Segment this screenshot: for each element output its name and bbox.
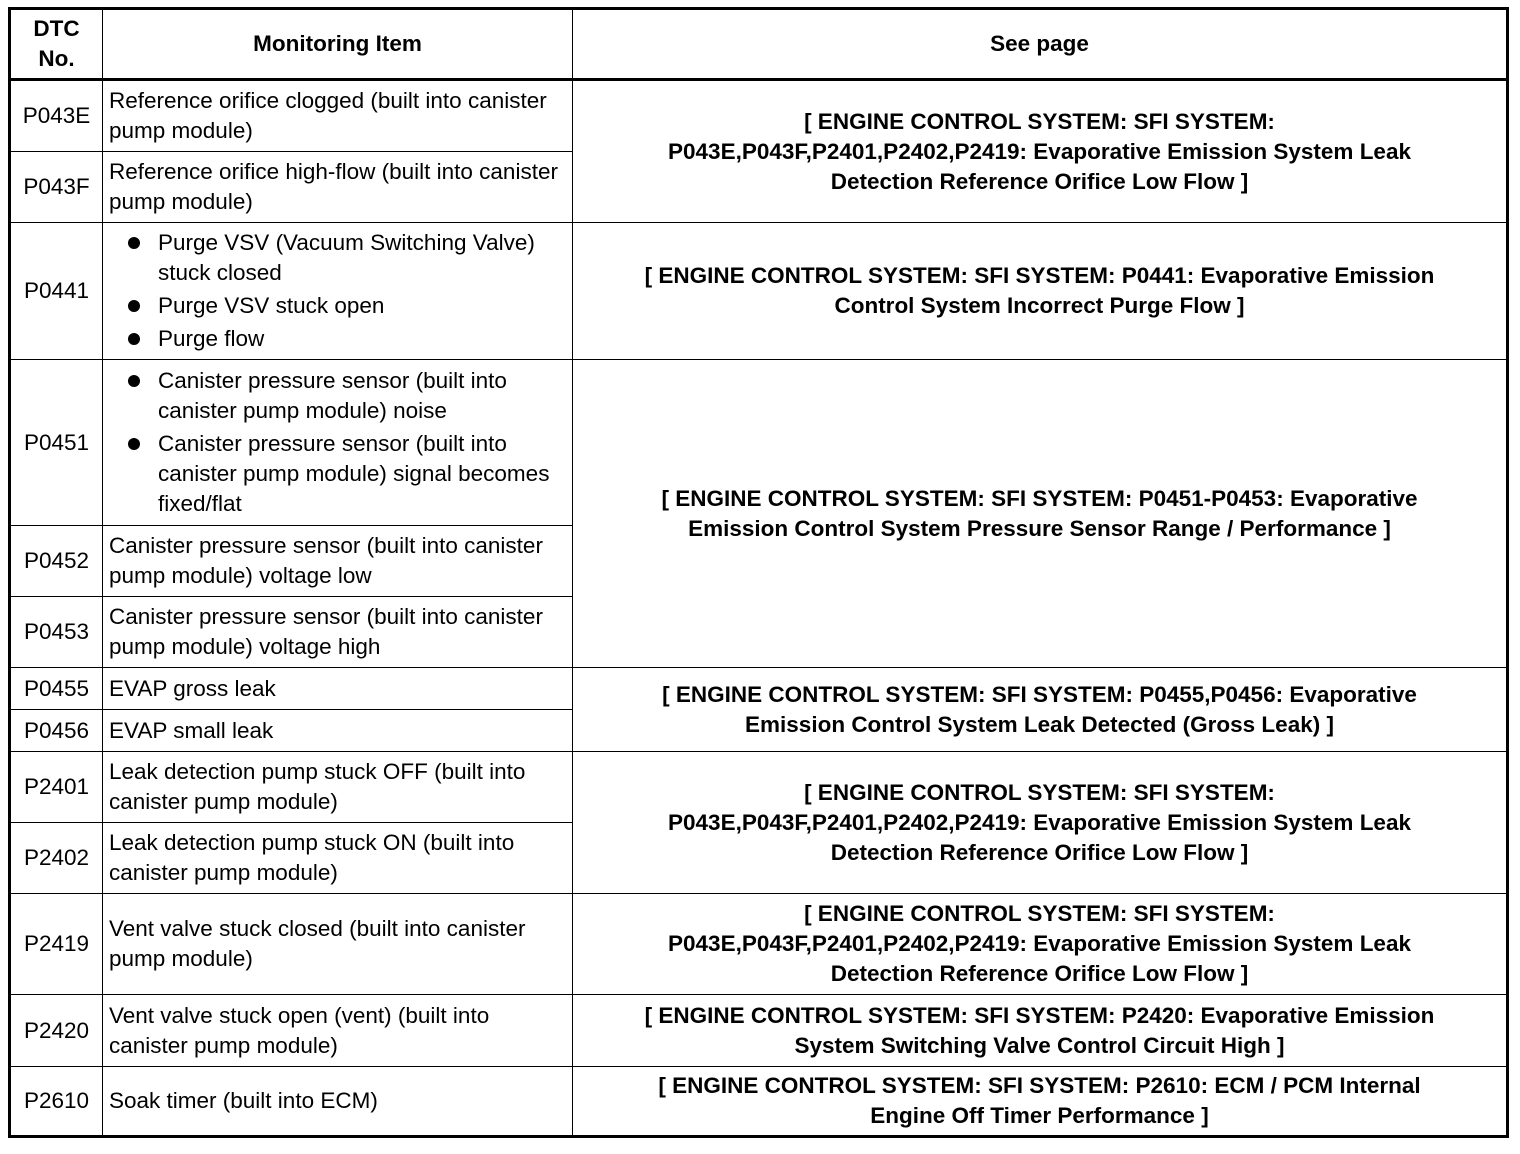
bullet-dot-icon: [128, 438, 140, 450]
dtc-code: P043E: [10, 80, 103, 152]
bullet-dot-icon: [128, 375, 140, 387]
monitoring-item: Leak detection pump stuck ON (built into canister pump module): [103, 823, 573, 894]
table-row: [10, 223, 1508, 360]
see-page-cell: [ ENGINE CONTROL SYSTEM: SFI SYSTEM: P2610: ECM / PCM Internal Engine Off Timer Performance ]: [573, 1067, 1508, 1137]
table-row: [10, 995, 1508, 1067]
see-page-cell: [ ENGINE CONTROL SYSTEM: SFI SYSTEM: P043E,P043F,P2401,P2402,P2419: Evaporative Emission System Leak Detection Reference Orifice Low Flow ]: [573, 894, 1508, 995]
list-item: Canister pressure sensor (built into canister pump module) signal becomes fixed/flat: [109, 429, 568, 519]
bullet-dot-icon: [128, 237, 140, 249]
dtc-code: P2420: [10, 995, 103, 1067]
dtc-code: P0453: [10, 597, 103, 668]
header-monitoring-item: Monitoring Item: [103, 9, 573, 80]
list-item: Purge VSV (Vacuum Switching Valve) stuck closed: [109, 228, 568, 288]
dtc-code: P0441: [10, 223, 103, 360]
monitoring-item: Leak detection pump stuck OFF (built into canister pump module): [103, 752, 573, 823]
dtc-table: [8, 7, 1509, 1138]
header-dtc-no: DTC No.: [10, 9, 103, 80]
table-row: [10, 894, 1508, 995]
see-page-cell: [ ENGINE CONTROL SYSTEM: SFI SYSTEM: P0455,P0456: Evaporative Emission Control System Leak Detected (Gross Leak) ]: [573, 668, 1508, 752]
dtc-code: P2610: [10, 1067, 103, 1137]
list-item: Canister pressure sensor (built into canister pump module) noise: [109, 366, 568, 426]
monitoring-item: Reference orifice clogged (built into canister pump module): [103, 80, 573, 152]
monitoring-item: Reference orifice high-flow (built into canister pump module): [103, 152, 573, 223]
monitoring-item: Vent valve stuck closed (built into canister pump module): [103, 894, 573, 995]
monitoring-item: Canister pressure sensor (built into canister pump module) voltage high: [103, 597, 573, 668]
dtc-code: P2401: [10, 752, 103, 823]
monitoring-item: [103, 360, 573, 526]
monitoring-item: [103, 223, 573, 360]
bullet-list: [109, 366, 568, 519]
table-row: [10, 80, 1508, 152]
bullet-dot-icon: [128, 333, 140, 345]
see-page-cell: [ ENGINE CONTROL SYSTEM: SFI SYSTEM: P043E,P043F,P2401,P2402,P2419: Evaporative Emission System Leak Detection Reference Orifice Low Flow ]: [573, 752, 1508, 894]
monitoring-item: Vent valve stuck open (vent) (built into canister pump module): [103, 995, 573, 1067]
bullet-list: [109, 228, 568, 354]
header-see-page: See page: [573, 9, 1508, 80]
table-row: [10, 668, 1508, 710]
dtc-code: P0452: [10, 526, 103, 597]
see-page-cell: [ ENGINE CONTROL SYSTEM: SFI SYSTEM: P0451-P0453: Evaporative Emission Control System Pressure Sensor Range / Performance ]: [573, 360, 1508, 668]
see-page-cell: [ ENGINE CONTROL SYSTEM: SFI SYSTEM: P043E,P043F,P2401,P2402,P2419: Evaporative Emission System Leak Detection Reference Orifice Low Flow ]: [573, 80, 1508, 223]
dtc-code: P0451: [10, 360, 103, 526]
dtc-code: P0455: [10, 668, 103, 710]
table-row: [10, 1067, 1508, 1137]
header-row: [10, 9, 1508, 80]
list-item: Purge VSV stuck open: [109, 291, 568, 321]
see-page-cell: [ ENGINE CONTROL SYSTEM: SFI SYSTEM: P0441: Evaporative Emission Control System Incorrect Purge Flow ]: [573, 223, 1508, 360]
monitoring-item: EVAP gross leak: [103, 668, 573, 710]
monitoring-item: Soak timer (built into ECM): [103, 1067, 573, 1137]
monitoring-item: EVAP small leak: [103, 710, 573, 752]
dtc-code: P043F: [10, 152, 103, 223]
dtc-code: P0456: [10, 710, 103, 752]
table-row: [10, 752, 1508, 823]
dtc-code: P2402: [10, 823, 103, 894]
list-item: Purge flow: [109, 324, 568, 354]
dtc-code: P2419: [10, 894, 103, 995]
monitoring-item: Canister pressure sensor (built into canister pump module) voltage low: [103, 526, 573, 597]
bullet-dot-icon: [128, 300, 140, 312]
table-row: [10, 360, 1508, 526]
see-page-cell: [ ENGINE CONTROL SYSTEM: SFI SYSTEM: P2420: Evaporative Emission System Switching Valve Control Circuit High ]: [573, 995, 1508, 1067]
